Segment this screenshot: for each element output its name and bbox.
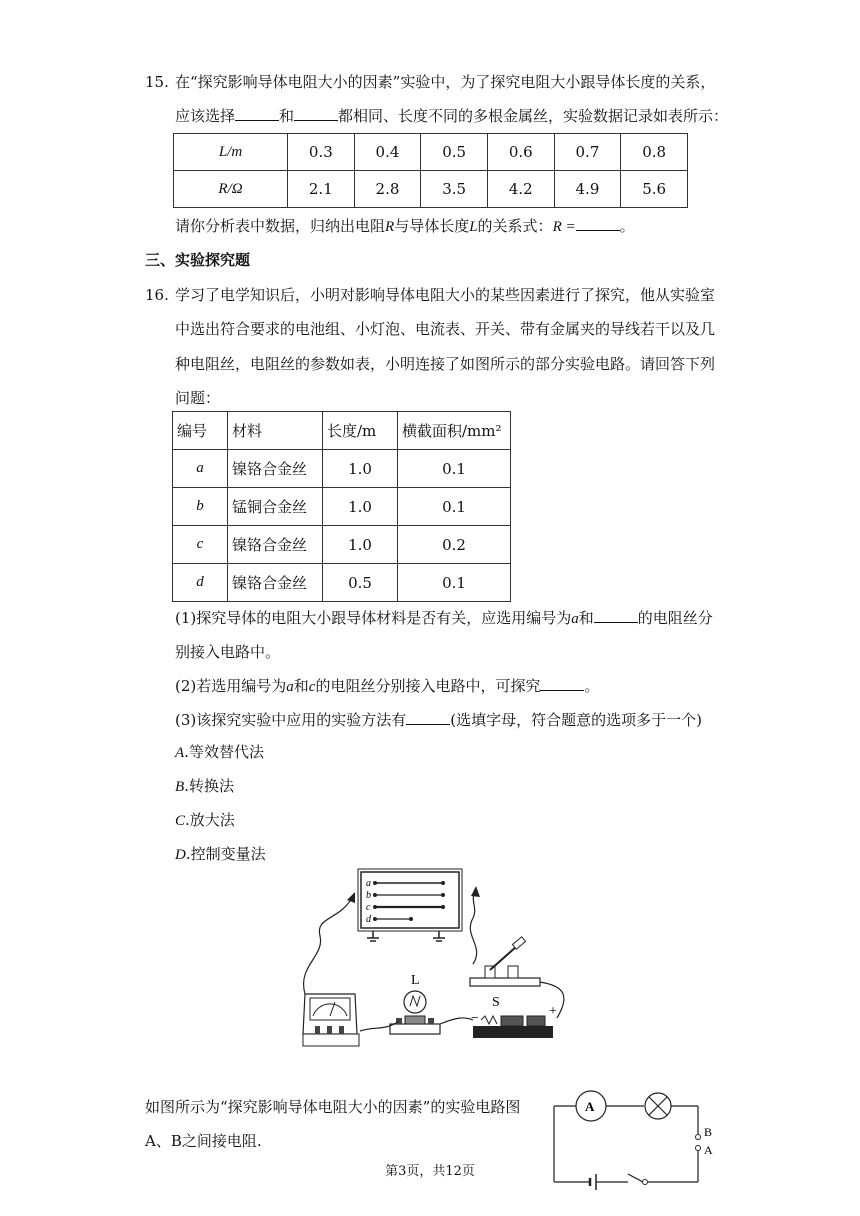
q16-p2-part-c: 的电阻丝分别接入电路中，可探究 — [315, 677, 541, 695]
clip-wire-right — [470, 891, 476, 964]
q16-p2-var1: a — [286, 679, 294, 695]
q15-blank-1[interactable] — [235, 106, 279, 121]
q15-data-table — [173, 133, 688, 208]
table-header: 编号 — [173, 412, 228, 450]
wire-label-a: a — [366, 878, 371, 889]
table-cell: 0.5 — [323, 564, 398, 602]
page-footer: 第3页，共12页 — [385, 1164, 475, 1179]
q16-p3-part-a: (3)该探究实验中应用的实验方法有 — [175, 711, 407, 729]
q16-text-line3: 种电阻丝，电阻丝的参数如表，小明连接了如图所示的部分实验电路。请回答下列 — [175, 355, 716, 373]
table-cell: 5.6 — [621, 171, 688, 208]
q16-blank-2[interactable] — [540, 676, 584, 691]
q16-p3-part-b: (选填字母，符合题意的选项多于一个) — [450, 711, 702, 729]
q16-blank-1[interactable] — [594, 608, 638, 623]
q16-p1-part-b: 和 — [578, 609, 594, 627]
q15-row2-label: R/Ω — [174, 171, 288, 208]
q16-parameter-table — [172, 411, 511, 602]
terminal-a — [696, 1146, 701, 1151]
ammeter-label: A — [585, 1099, 595, 1114]
q15-line3-end: 。 — [619, 217, 635, 235]
q15-line3-part-a: 请你分析表中数据，归纳出电阻 — [175, 217, 386, 235]
battery-pack — [471, 1004, 557, 1038]
table-cell: 1.0 — [323, 450, 398, 488]
table-row — [173, 564, 511, 602]
table-row — [173, 526, 511, 564]
lamp-label: L — [411, 973, 420, 988]
option-text: .等效替代法 — [184, 743, 264, 761]
q15-text-line3 — [175, 216, 635, 237]
table-cell: a — [173, 450, 228, 488]
q16-p1-var: a — [571, 611, 579, 627]
q16-part2 — [175, 676, 599, 697]
q16-p1-part-c: 的电阻丝分 — [637, 609, 713, 627]
q17-text-line1: 如图所示为“探究影响导体电阻大小的因素”的实验电路图 — [145, 1098, 521, 1116]
table-cell: 1.0 — [323, 488, 398, 526]
q17-text-line2: A、B之间接电阻. — [145, 1132, 262, 1150]
q15-line2-part-a: 应该选择 — [175, 107, 236, 125]
q15-row1-label: L/m — [174, 134, 288, 171]
option-letter: D — [175, 847, 186, 863]
option-text: .控制变量法 — [185, 845, 266, 863]
battery-minus: − — [471, 1011, 479, 1026]
q16-blank-3[interactable] — [406, 710, 450, 725]
terminal-b — [696, 1135, 701, 1140]
q15-text-line2 — [175, 106, 728, 126]
table-cell: c — [173, 526, 228, 564]
table-header: 材料 — [228, 412, 323, 450]
table-cell: 0.6 — [487, 134, 554, 171]
point-b-label: B — [704, 1125, 713, 1139]
q15-equation: R = — [552, 219, 576, 235]
switch — [470, 937, 540, 1010]
table-cell: 0.4 — [354, 134, 421, 171]
option-d[interactable] — [175, 844, 266, 865]
table-cell: 0.3 — [288, 134, 355, 171]
table-cell: 0.7 — [554, 134, 621, 171]
table-cell: 镍铬合金丝 — [228, 564, 323, 602]
battery-plus: + — [549, 1004, 557, 1019]
q15-line2-part-c: 都相同、长度不同的多根金属丝，实验数据记录如表所示： — [338, 107, 729, 125]
q16-p2-end: 。 — [584, 677, 600, 695]
table-cell: d — [173, 564, 228, 602]
option-letter: C — [175, 813, 186, 829]
q15-number: 15. — [145, 73, 169, 91]
q15-blank-3[interactable] — [576, 216, 620, 231]
wire-label-b: b — [366, 890, 371, 901]
q15-var-r: R — [385, 219, 395, 235]
ammeter — [303, 994, 359, 1046]
option-letter: A — [175, 745, 185, 761]
option-text: .放大法 — [185, 811, 235, 829]
wire-label-c: c — [366, 902, 371, 913]
table-cell: 0.1 — [398, 564, 511, 602]
q16-text-line4: 问题： — [175, 389, 221, 407]
q15-line2-part-b: 和 — [279, 107, 295, 125]
table-header-row — [173, 412, 511, 450]
point-a-label: A — [704, 1143, 713, 1157]
option-c[interactable] — [175, 810, 235, 831]
table-cell: 0.1 — [398, 450, 511, 488]
option-b[interactable] — [175, 776, 234, 797]
table-cell: 1.0 — [323, 526, 398, 564]
table-cell: 4.9 — [554, 171, 621, 208]
table-cell: 0.5 — [421, 134, 488, 171]
table-header: 长度/m — [323, 412, 398, 450]
table-cell: 镍铬合金丝 — [228, 450, 323, 488]
q16-p1-part-a: (1)探究导体的电阻大小跟导体材料是否有关，应选用编号为 — [175, 609, 572, 627]
q15-line3-part-b: 与导体长度 — [394, 217, 470, 235]
q16-text-line1: 学习了电学知识后，小明对影响导体电阻大小的某些因素进行了探究，他从实验室 — [175, 286, 716, 304]
q16-p2-part-a: (2)若选用编号为 — [175, 677, 287, 695]
q15-text-line1: 在“探究影响导体电阻大小的因素”实验中，为了探究电阻大小跟导体长度的关系， — [175, 73, 716, 91]
q15-var-l: L — [469, 219, 478, 235]
option-a[interactable] — [175, 742, 264, 763]
table-cell: 0.8 — [621, 134, 688, 171]
arrow-icon — [471, 886, 480, 897]
table-row — [173, 488, 511, 526]
switch-label: S — [492, 995, 500, 1010]
q15-line3-part-c: 的关系式： — [477, 217, 553, 235]
option-letter: B — [175, 779, 185, 795]
q16-text-line2: 中选出符合要求的电池组、小灯泡、电流表、开关、带有金属夹的导线若干以及几 — [175, 320, 716, 338]
option-text: .转换法 — [184, 777, 234, 795]
q15-row-length — [174, 134, 688, 171]
q16-part1-line2: 别接入电路中。 — [175, 643, 281, 661]
table-header: 横截面积/mm² — [398, 412, 511, 450]
table-cell: b — [173, 488, 228, 526]
q16-circuit-figure — [295, 866, 575, 1056]
q16-p2-var2: c — [308, 679, 316, 695]
table-cell: 4.2 — [487, 171, 554, 208]
table-cell: 0.2 — [398, 526, 511, 564]
q15-blank-2[interactable] — [294, 106, 338, 121]
q16-number: 16. — [145, 286, 169, 304]
clip-wire-left — [304, 896, 353, 994]
table-cell: 3.5 — [421, 171, 488, 208]
q16-p2-part-b: 和 — [293, 677, 309, 695]
table-cell: 2.1 — [288, 171, 355, 208]
arrow-icon — [347, 892, 355, 903]
q16-part1-line1 — [175, 608, 713, 629]
table-cell: 2.8 — [354, 171, 421, 208]
table-cell: 镍铬合金丝 — [228, 526, 323, 564]
q16-part3 — [175, 710, 702, 730]
wire-label-d: d — [366, 914, 371, 925]
q15-row-resistance — [174, 171, 688, 208]
table-cell: 锰铜合金丝 — [228, 488, 323, 526]
table-row — [173, 450, 511, 488]
section-heading: 三、实验探究题 — [145, 251, 251, 269]
lamp — [390, 973, 440, 1034]
table-cell: 0.1 — [398, 488, 511, 526]
